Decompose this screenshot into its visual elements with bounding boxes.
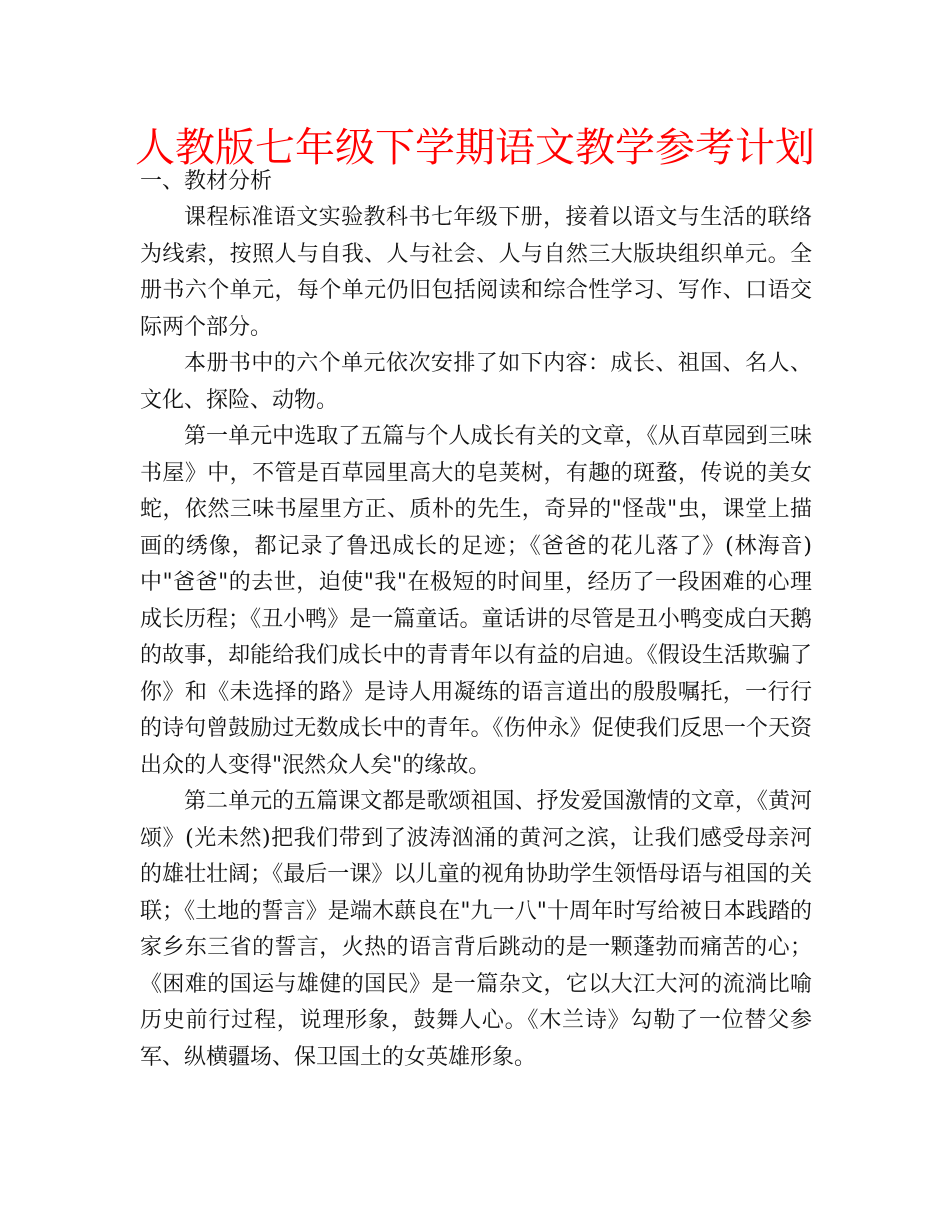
paragraph-unit-two: 第二单元的五篇课文都是歌颂祖国、抒发爱国激情的文章，《黄河颂》(光未然)把我们带到了波涛汹涌的黄河之滨，让我们感受母亲河的雄壮壮阔；《最后一课》以儿童的视角协助学生领悟母语与祖国的关联；《土地的誓言》是端木蕻良在"九一八"十周年时写给被日本践踏的家乡东三省的誓言，火热的语言背后跳动的是一颗蓬勃而痛苦的心；《困难的国运与雄健的国民》是一篇杂文，它以大江大河的流淌比喻历史前行过程，说理形象，鼓舞人心。《木兰诗》勾勒了一位替父参军、纵横疆场、保卫国土的女英雄形象。 <box>140 789 812 1070</box>
section-heading: 一、教材分析 <box>140 169 273 194</box>
document-title: 人教版七年级下学期语文教学参考计划 <box>135 125 815 171</box>
paragraph-unit-one: 第一单元中选取了五篇与个人成长有关的文章，《从百草园到三味书屋》中，不管是百草园里高大的皂荚树，有趣的斑蝥，传说的美女蛇，依然三味书屋里方正、质朴的先生，奇异的"怪哉"虫，课堂上描画的绣像，都记录了鲁迅成长的足迹；《爸爸的花儿落了》(林海音)中"爸爸"的去世，迫使"我"在极短的时间里，经历了一段困难的心理成长历程；《丑小鸭》是一篇童话。童话讲的尽管是丑小鸭变成白天鹅的故事，却能给我们成长中的青青年以有益的启迪。《假设生活欺骗了你》和《未选择的路》是诗人用凝练的语言道出的殷殷嘱托，一行行的诗句曾鼓励过无数成长中的青年。《伤仲永》促使我们反思一个天资出众的人变得"泯然众人矣"的缘故。 <box>140 424 812 778</box>
paragraph-unit-list: 本册书中的六个单元依次安排了如下内容：成长、祖国、名人、文化、探险、动物。 <box>140 351 812 413</box>
document-body <box>140 164 812 1076</box>
paragraph-textbook-overview: 课程标准语文实验教科书七年级下册，接着以语文与生活的联络为线索，按照人与自我、人与社会、人与自然三大版块组织单元。全册书六个单元，每个单元仍旧包括阅读和综合性学习、写作、口语交际两个部分。 <box>140 205 812 340</box>
